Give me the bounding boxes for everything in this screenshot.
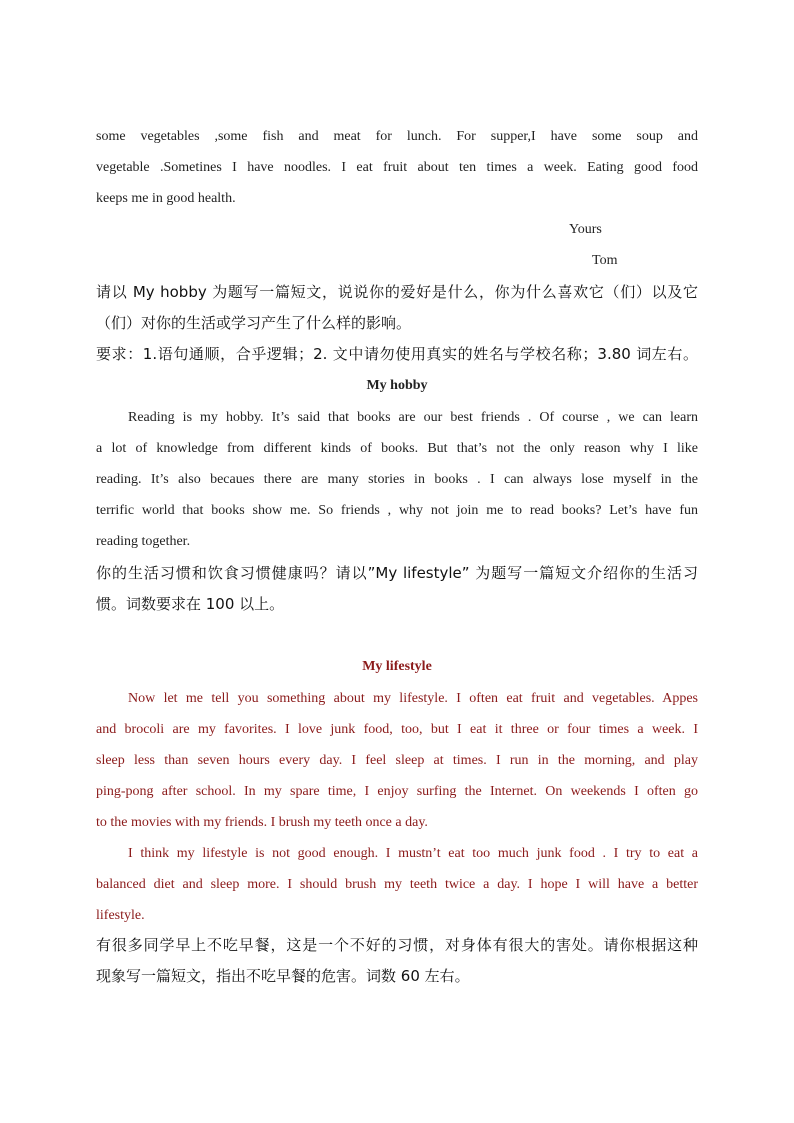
prompt-line: （们）对你的生活或学习产生了什么样的影响。 — [96, 314, 412, 332]
prompt-line: 要求：1.语句通顺，合乎逻辑；2. 文中请勿使用真实的姓名与学校名称；3.80 词左右。 — [96, 345, 698, 363]
essay-title-my-hobby: My hobby — [366, 378, 428, 393]
essay-body-my-lifestyle — [96, 683, 698, 931]
essay-line: I think my lifestyle is not good enough. I mustn’t eat too much junk food . I try to eat a — [128, 846, 698, 861]
letter-line: some vegetables ,some fish and meat for lunch. For supper,I have some soup and — [96, 129, 698, 144]
essay-line: balanced diet and sleep more. I should brush my teeth twice a day. I hope I will have a better — [96, 877, 698, 892]
prompt-line: 惯。词数要求在 100 以上。 — [96, 595, 285, 613]
writing-prompt-2 — [96, 558, 698, 620]
letter-line: keeps me in good health. — [96, 191, 236, 206]
letter-signature: Tom — [592, 253, 618, 268]
essay-line: a lot of knowledge from different kinds of books. But that’s not the only reason why I like — [96, 441, 698, 456]
writing-prompt-3 — [96, 930, 698, 992]
prompt-line: 你的生活习惯和饮食习惯健康吗？请以”My lifestyle” 为题写一篇短文介绍你的生活习 — [96, 564, 698, 582]
essay-line: reading together. — [96, 534, 191, 549]
letter-closing: Yours — [569, 222, 602, 237]
essay-line: sleep less than seven hours every day. I feel sleep at times. I run in the morning, and play — [96, 753, 698, 768]
writing-prompt-1 — [96, 277, 698, 370]
essay-line: lifestyle. — [96, 908, 145, 923]
prompt-line: 有很多同学早上不吃早餐，这是一个不好的习惯，对身体有很大的害处。请你根据这种 — [96, 936, 698, 954]
essay-line: terrific world that books show me. So friends , why not join me to read books? Let’s have fun — [96, 503, 698, 518]
letter-line: vegetable .Sometines I have noodles. I eat fruit about ten times a week. Eating good food — [96, 160, 698, 175]
prompt-line: 现象写一篇短文，指出不吃早餐的危害。词数 60 左右。 — [96, 967, 470, 985]
essay-line: Now let me tell you something about my lifestyle. I often eat fruit and vegetables. Appes — [128, 691, 698, 706]
essay-line: Reading is my hobby. It’s said that books are our best friends . Of course , we can learn — [128, 410, 698, 425]
prompt-line: 请以 My hobby 为题写一篇短文，说说你的爱好是什么，你为什么喜欢它（们）以及它 — [96, 283, 698, 301]
letter-body — [96, 121, 698, 214]
essay-line: and brocoli are my favorites. I love junk food, too, but I eat it three or four times a week. I — [96, 722, 698, 737]
essay-line: to the movies with my friends. I brush my teeth once a day. — [96, 815, 428, 830]
essay-line: ping-pong after school. In my spare time, I enjoy surfing the Internet. On weekends I often go — [96, 784, 698, 799]
essay-title-my-lifestyle: My lifestyle — [362, 659, 432, 674]
essay-line: reading. It’s also becaues there are many stories in books . I can always lose myself in the — [96, 472, 698, 487]
essay-body-my-hobby — [96, 402, 698, 557]
